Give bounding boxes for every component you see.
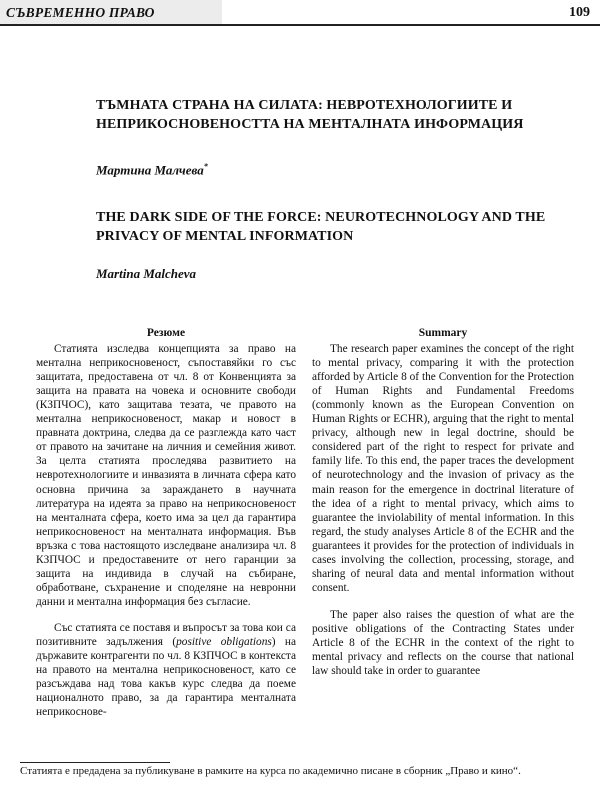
resume-paragraph-2-term: positive obligations <box>176 635 272 648</box>
resume-paragraph-1: Статията изследва концепцията за право на ментална неприкосновеност, съпоставяйки го със защитата, предоставена от чл. 8 от Конвенцията за защита на правата на човека и основните свободи (КЗПЧОС), като защитава тезата, че правото на ментална неприкосновеност, макар и новост в правната доктрина, следва да се разглежда като част от правото на зачитане на личния и семейния живот. За целта статията проследява развитието на невротехнологиите и инвазията в личната сфера като основна причина за зараждането в научната литература на идеята за право на неприкосновеност на менталната сфера, което има за цел да гарантира неприкосновеност на менталната информация. Във връзка с това настоящото изследване анализира чл. 8 КЗПЧОС и предоставените от него гаранции за защита на индивида в случай на събиране, обработване, съхранение и споделяне на невронни данни и ментална информация без съгласие. <box>36 343 296 608</box>
resume-paragraph-2 <box>36 621 296 719</box>
resume-paragraph-2-start: Със статията се поставя и въпросът за това кои са позитивните задължения ( <box>36 621 296 648</box>
resume-column <box>36 326 296 731</box>
footnote-rule <box>20 762 170 763</box>
journal-name: СЪВРЕМЕННО ПРАВО <box>0 0 222 26</box>
summary-heading: Summary <box>418 327 468 339</box>
summary-paragraph-2: The paper also raises the question of what are the positive obligations of the Contracting States under Article 8 of the ECHR in the context of the right to mental privacy and reflects on the course that national law should take in order to guarantee <box>312 608 574 678</box>
author-name-bg <box>96 162 208 178</box>
summary-column <box>312 326 574 691</box>
header-rule <box>222 24 600 26</box>
footnote: Статията е предадена за публикуване в рамките на курса по академично писане в сборник „Право и кино“. <box>20 765 521 777</box>
article-title-en: THE DARK SIDE OF THE FORCE: NEUROTECHNOLOGY AND THE PRIVACY OF MENTAL INFORMATION <box>96 210 546 244</box>
article-title-bg: ТЪМНАТА СТРАНА НА СИЛАТА: НЕВРОТЕХНОЛОГИИТЕ И НЕПРИКОСНОВЕНОСТТА НА МЕНТАЛНАТА ИНФОРМАЦИЯ <box>96 98 524 132</box>
resume-paragraph-2-end: ) на държавите контрагенти по чл. 8 КЗПЧОС в контекста на правото на ментална неприкосновеност, като се разсъждава над това какъв курс следва да поеме националното право, за да гарантира менталната неприкоснове- <box>36 635 296 719</box>
running-header <box>0 0 600 26</box>
resume-heading: Резюме <box>146 327 186 339</box>
author-name-bg-text: Мартина Малчева <box>96 162 204 178</box>
author-name-en: Martina Malcheva <box>96 266 197 281</box>
footnote-marker: * <box>203 162 208 171</box>
summary-paragraph-1: The research paper examines the concept of the right to mental privacy, comparing it with the protection afforded by Article 8 of the Convention for the Protection of Human Rights and Fundamental Freedoms (commonly known as the European Convention on Human Rights or ECHR), arguing that the right to mental privacy, although new in legal doctrine, should be considered part of the right to respect for private and family life. To this end, the paper traces the development of neurotechnology and the invasion of privacy as the main reason for the emergence in doctrinal literature of the idea of a right to mental privacy, which aims to guarantee the inviolability of mental information. In this regard, the study analyses Article 8 of the ECHR and the guarantees it provides for the protection of individuals in cases involving the collection, processing, storage, and sharing of neural data and mental information without consent. <box>312 343 574 594</box>
page-number: 109 <box>569 5 590 20</box>
